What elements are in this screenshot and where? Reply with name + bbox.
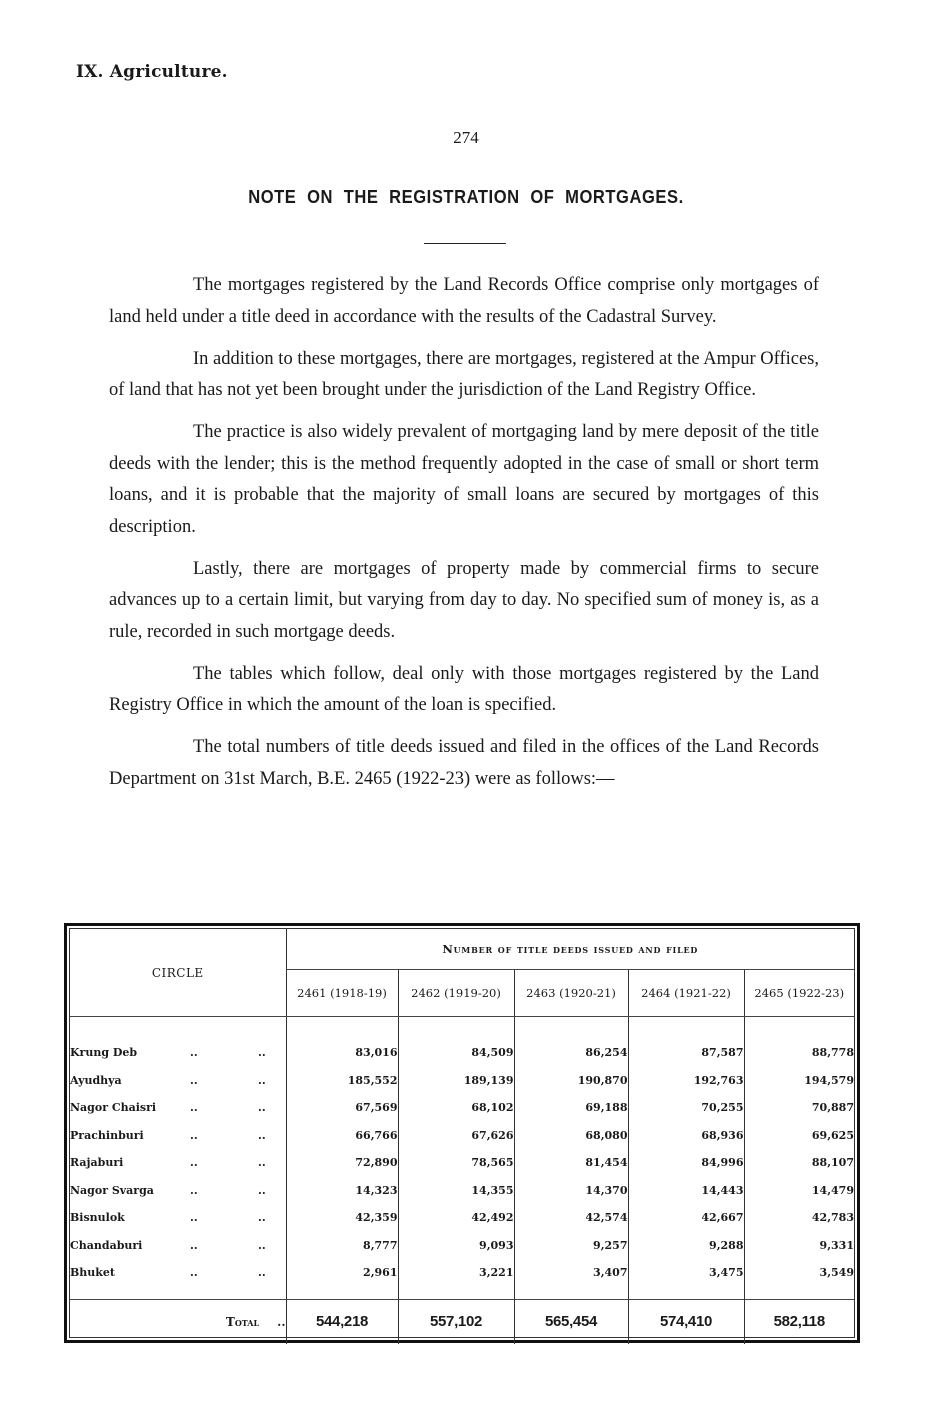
leader-dots: .. (277, 1314, 286, 1329)
cell-value: 67,626 (398, 1122, 514, 1150)
title-divider (424, 243, 506, 244)
leader-dots: .. (190, 1073, 198, 1087)
cell-value: 69,625 (744, 1122, 854, 1150)
leader-dots: .. (258, 1266, 266, 1280)
cell-value: 192,763 (628, 1067, 744, 1095)
cell-value: 14,443 (628, 1177, 744, 1205)
circle-name: Rajaburi (70, 1156, 124, 1170)
cell-value: 87,587 (628, 1039, 744, 1067)
leader-dots: .. (258, 1046, 266, 1060)
total-label: Total (225, 1314, 260, 1329)
cell-value: 84,996 (628, 1149, 744, 1177)
leader-dots: .. (190, 1238, 198, 1252)
year-column-header: 2462 (1919-20) (398, 970, 514, 1017)
table-row (70, 1232, 854, 1260)
paragraph: The practice is also widely prevalent of mortgaging land by mere deposit of the title deeds with the lender; this is the method frequently adopted in the case of small or short term loans, and it is probable that the majority of small loans are secured by mortgages of this description. (109, 422, 819, 537)
total-row (70, 1299, 854, 1344)
circle-name: Chandaburi (70, 1238, 143, 1252)
cell-value: 70,887 (744, 1094, 854, 1122)
cell-value: 86,254 (514, 1039, 628, 1067)
cell-value: 88,778 (744, 1039, 854, 1067)
cell-value: 14,355 (398, 1177, 514, 1205)
cell-value: 14,479 (744, 1177, 854, 1205)
year-column-header: 2461 (1918-19) (286, 970, 398, 1017)
cell-value: 9,331 (744, 1232, 854, 1260)
table-row (70, 1177, 854, 1205)
cell-value: 3,549 (744, 1259, 854, 1287)
cell-value: 68,080 (514, 1122, 628, 1150)
table-row (70, 1122, 854, 1150)
total-value: 574,410 (628, 1299, 744, 1344)
cell-value: 84,509 (398, 1039, 514, 1067)
leader-dots: .. (258, 1101, 266, 1115)
cell-value: 68,102 (398, 1094, 514, 1122)
circle-name: Bhuket (70, 1266, 115, 1280)
circle-name: Nagor Svarga (70, 1183, 154, 1197)
leader-dots: .. (190, 1266, 198, 1280)
leader-dots: .. (190, 1183, 198, 1197)
cell-value: 3,221 (398, 1259, 514, 1287)
title-deeds-table (70, 929, 854, 1344)
cell-value: 88,107 (744, 1149, 854, 1177)
table-row (70, 1067, 854, 1095)
circle-name: Krung Deb (70, 1046, 138, 1060)
group-header: Number of title deeds issued and filed (286, 929, 854, 970)
year-column-header: 2465 (1922-23) (744, 970, 854, 1017)
cell-value: 190,870 (514, 1067, 628, 1095)
table-row (70, 1259, 854, 1287)
table-row (70, 1204, 854, 1232)
cell-value: 3,475 (628, 1259, 744, 1287)
table-row (70, 1149, 854, 1177)
leader-dots: .. (190, 1128, 198, 1142)
paragraph: The tables which follow, deal only with those mortgages registered by the Land Registry Office in which the amount of the loan is specified. (109, 663, 819, 715)
cell-value: 67,569 (286, 1094, 398, 1122)
leader-dots: .. (190, 1101, 198, 1115)
cell-value: 83,016 (286, 1039, 398, 1067)
cell-value: 8,777 (286, 1232, 398, 1260)
cell-value: 2,961 (286, 1259, 398, 1287)
total-value: 565,454 (514, 1299, 628, 1344)
cell-value: 194,579 (744, 1067, 854, 1095)
cell-value: 42,359 (286, 1204, 398, 1232)
circle-name: Prachinburi (70, 1128, 144, 1142)
total-value: 582,118 (744, 1299, 854, 1344)
year-column-header: 2463 (1920-21) (514, 970, 628, 1017)
leader-dots: .. (258, 1183, 266, 1197)
year-column-header: 2464 (1921-22) (628, 970, 744, 1017)
circle-name: Nagor Chaisri (70, 1101, 157, 1115)
paragraph: The mortgages registered by the Land Records Office comprise only mortgages of land held under a title deed in accordance with the results of the Cadastral Survey. (109, 275, 819, 327)
cell-value: 185,552 (286, 1067, 398, 1095)
leader-dots: .. (258, 1238, 266, 1252)
circle-name: Bisnulok (70, 1211, 125, 1225)
page-title: NOTE ON THE REGISTRATION OF MORTGAGES. (248, 187, 684, 207)
cell-value: 189,139 (398, 1067, 514, 1095)
circle-name: Ayudhya (70, 1073, 122, 1087)
cell-value: 42,783 (744, 1204, 854, 1232)
cell-value: 78,565 (398, 1149, 514, 1177)
leader-dots: .. (258, 1073, 266, 1087)
cell-value: 42,574 (514, 1204, 628, 1232)
cell-value: 81,454 (514, 1149, 628, 1177)
paragraph: Lastly, there are mortgages of property made by commercial firms to secure advances up to a certain limit, but varying from day to day. No specified sum of money is, as a rule, recorded in such mortgage deeds. (109, 558, 819, 642)
page-number: 274 (453, 128, 479, 147)
leader-dots: .. (190, 1211, 198, 1225)
leader-dots: .. (190, 1156, 198, 1170)
cell-value: 70,255 (628, 1094, 744, 1122)
cell-value: 9,093 (398, 1232, 514, 1260)
cell-value: 14,370 (514, 1177, 628, 1205)
table-row (70, 1094, 854, 1122)
cell-value: 9,288 (628, 1232, 744, 1260)
cell-value: 68,936 (628, 1122, 744, 1150)
cell-value: 42,667 (628, 1204, 744, 1232)
cell-value: 66,766 (286, 1122, 398, 1150)
cell-value: 3,407 (514, 1259, 628, 1287)
total-value: 544,218 (286, 1299, 398, 1344)
leader-dots: .. (258, 1128, 266, 1142)
cell-value: 69,188 (514, 1094, 628, 1122)
leader-dots: .. (190, 1046, 198, 1060)
leader-dots: .. (258, 1156, 266, 1170)
section-header: IX. Agriculture. (76, 62, 228, 82)
table-row (70, 1039, 854, 1067)
total-value: 557,102 (398, 1299, 514, 1344)
paragraph: In addition to these mortgages, there are mortgages, registered at the Ampur Offices, of land that has not yet been brought under the jurisdiction of the Land Registry Office. (109, 348, 819, 400)
body-text (109, 270, 819, 806)
cell-value: 9,257 (514, 1232, 628, 1260)
cell-value: 72,890 (286, 1149, 398, 1177)
leader-dots: .. (258, 1211, 266, 1225)
title-deeds-table-frame (64, 923, 860, 1343)
cell-value: 14,323 (286, 1177, 398, 1205)
circle-column-header: CIRCLE (70, 929, 286, 1017)
paragraph: The total numbers of title deeds issued and filed in the offices of the Land Records Department on 31st March, B.E. 2465 (1922-23) were as follows:— (109, 737, 819, 789)
cell-value: 42,492 (398, 1204, 514, 1232)
